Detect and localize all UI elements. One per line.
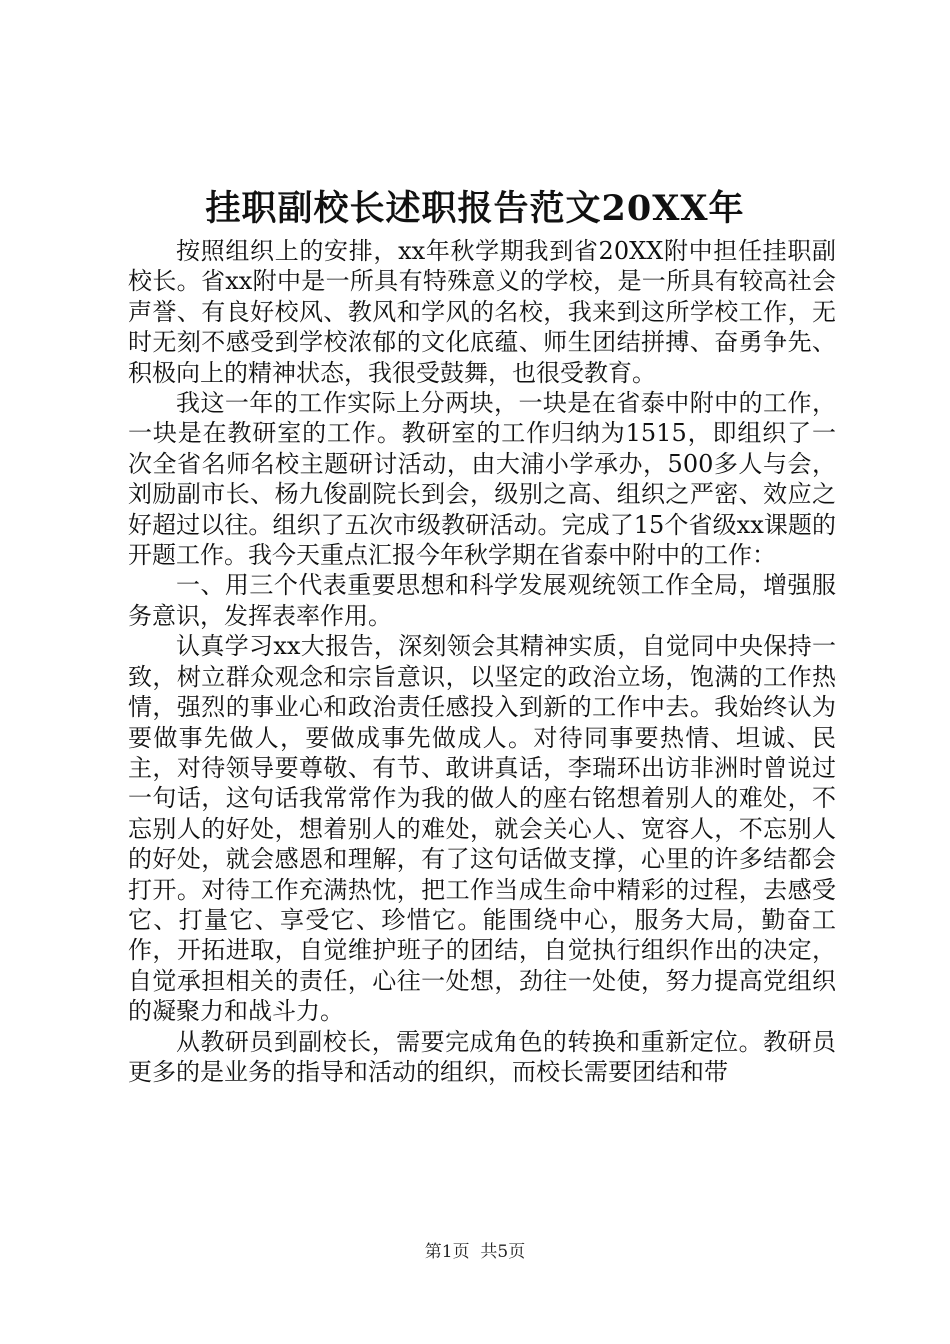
paragraph-3: 一、用三个代表重要思想和科学发展观统领工作全局，增强服务意识，发挥表率作用。 [128, 571, 836, 630]
page-footer [0, 1240, 950, 1264]
page-total: 共5页 [480, 1242, 526, 1262]
document-body [128, 236, 836, 1087]
paragraph-4: 认真学习xx大报告，深刻领会其精神实质，自觉同中央保持一致，树立群众观念和宗旨意识，以坚定的政治立场，饱满的工作热情，强烈的事业心和政治责任感投入到新的工作中去。我始终认为要做事先做人，要做成事先做成人。对待同事要热情、坦诚、民主，对待领导要尊敬、有节、敢讲真话，李瑞环出访非洲时曾说过一句话，这句话我常常作为我的做人的座右铭想着别人的难处，不忘别人的好处，想着别人的难处，就会关心人、宽容人，不忘别人的好处，就会感恩和理解，有了这句话做支撑，心里的许多结都会打开。对待工作充满热忱，把工作当成生命中精彩的过程，去感受它、打量它、享受它、珍惜它。能围绕中心，服务大局，勤奋工作，开拓进取，自觉维护班子的团结，自觉执行组织作出的决定，自觉承担相关的责任，心往一处想，劲往一处使，努力提高党组织的凝聚力和战斗力。 [128, 632, 836, 1026]
document-title: 挂职副校长述职报告范文20XX年 [205, 188, 745, 229]
page-number: 第1页 [424, 1242, 470, 1262]
paragraph-1: 按照组织上的安排，xx年秋学期我到省20XX附中担任挂职副校长。省xx附中是一所具有特殊意义的学校，是一所具有较高社会声誉、有良好校风、教风和学风的名校，我来到这所学校工作，无时无刻不感受到学校浓郁的文化底蕴、师生团结拼搏、奋勇争先、积极向上的精神状态，我很受鼓舞，也很受教育。 [128, 237, 836, 387]
paragraph-2: 我这一年的工作实际上分两块，一块是在省泰中附中的工作，一块是在教研室的工作。教研室的工作归纳为1515，即组织了一次全省名师名校主题研讨活动，由大浦小学承办，500多人与会，刘励副市长、杨九俊副院长到会，级别之高、组织之严密、效应之好超过以往。组织了五次市级教研活动。完成了15个省级xx课题的开题工作。我今天重点汇报今年秋学期在省泰中附中的工作： [128, 389, 836, 570]
paragraph-5: 从教研员到副校长，需要完成角色的转换和重新定位。教研员更多的是业务的指导和活动的组织，而校长需要团结和带 [128, 1027, 836, 1086]
